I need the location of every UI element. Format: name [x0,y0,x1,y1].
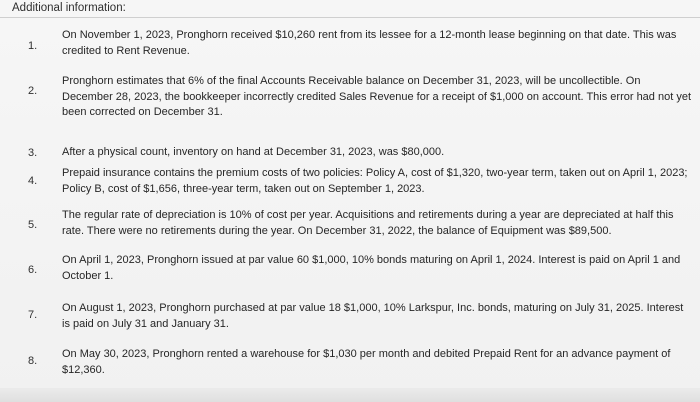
item-text: On May 30, 2023, Pronghorn rented a warehouse for $1,030 per month and debited Prepaid Rent for an advance payment of $12,360. [62,348,671,376]
item-text: On November 1, 2023, Pronghorn received $10,260 rent from its lessee for a 12-month lease beginning on that date. This was credited to Rent Revenue. [62,29,677,57]
item-number: 7. [28,309,38,321]
item-number: 1. [28,40,38,52]
item-number: 2. [28,85,38,97]
item-text: The regular rate of depreciation is 10% of cost per year. Acquisitions and retirements during a year are depreciated at half this rate. There were no retirements during the year. On December 31, 2022, the balance of Equipment was $89,500. [62,209,674,237]
section-heading: Additional information: [12,2,126,14]
item-text: Prepaid insurance contains the premium costs of two policies: Policy A, cost of $1,320, two-year term, taken out on April 1, 2023; Policy B, cost of $1,656, three-year term, taken out on September 1, 2023. [62,167,688,195]
bottom-edge [0,388,700,402]
item-number: 4. [28,175,38,187]
item-text: After a physical count, inventory on hand at December 31, 2023, was $80,000. [62,146,445,158]
item-text: On April 1, 2023, Pronghorn issued at par value 60 $1,000, 10% bonds maturing on April 1, 2024. Interest is paid on April 1 and October 1. [62,254,681,282]
item-number: 8. [28,355,38,367]
item-number: 5. [28,219,38,231]
header-divider [0,17,700,18]
item-text: On August 1, 2023, Pronghorn purchased at par value 18 $1,000, 10% Larkspur, Inc. bonds, maturing on July 31, 2025. Interest is paid on July 31 and January 31. [62,302,684,330]
item-number: 3. [28,147,38,159]
item-text: Pronghorn estimates that 6% of the final Accounts Receivable balance on December 31, 2023, will be uncollectible. On December 28, 2023, the bookkeeper incorrectly credited Sales Revenue for a receipt of $1,000 on account. This error had not yet been corrected on December 31. [62,75,691,118]
item-number: 6. [28,264,38,276]
